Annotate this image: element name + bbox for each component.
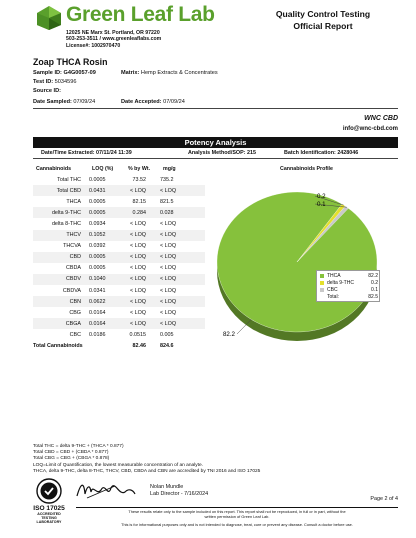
note-line: Total CBG = CBG + (CBGA * 0.878) bbox=[33, 456, 110, 462]
date-accepted-label: Date Accepted: bbox=[121, 99, 162, 105]
table-row bbox=[33, 230, 205, 241]
mg-value: < LOQ bbox=[160, 254, 177, 261]
loq-value: 0.0186 bbox=[89, 331, 106, 338]
table-row bbox=[33, 185, 205, 196]
footer-line: written permission of Green Leaf Lab. bbox=[204, 514, 270, 519]
divider bbox=[33, 108, 398, 109]
legend-label: THCA bbox=[327, 273, 341, 279]
mg-value: < LOQ bbox=[160, 265, 177, 272]
date-sampled-value: 07/09/24 bbox=[73, 99, 96, 105]
pct-value: < LOQ bbox=[129, 254, 146, 261]
col-header-cannabinoids: Cannabinoids bbox=[36, 166, 72, 172]
legend-value: 82.5 bbox=[368, 294, 378, 300]
mg-value: 0.005 bbox=[160, 331, 174, 338]
formula-notes bbox=[33, 444, 260, 475]
col-header-mg: mg/g bbox=[163, 166, 176, 172]
chart-title: Cannabinoids Profile bbox=[280, 166, 333, 172]
total-pct: 82.46 bbox=[132, 343, 146, 349]
loq-value: 0.0005 bbox=[89, 254, 106, 261]
address-line: 12025 NE Marx St. Portland, OR 97220 bbox=[66, 30, 160, 36]
legend-swatch bbox=[320, 288, 324, 292]
iso-line: TESTING bbox=[41, 516, 57, 521]
legend-item bbox=[320, 273, 378, 279]
section-title: Potency Analysis bbox=[33, 137, 398, 148]
mg-value: < LOQ bbox=[160, 232, 177, 238]
cannabinoids-pie-chart bbox=[205, 176, 405, 356]
footer-medical-disclaimer: This is for informational purposes only and is not intended to diagnose, treat, cure or prevent any disease. Consult a doctor before use. bbox=[121, 522, 353, 527]
total-row bbox=[33, 341, 205, 352]
table-row bbox=[33, 274, 205, 285]
legend-item bbox=[320, 280, 378, 286]
pct-value: < LOQ bbox=[129, 276, 146, 283]
loq-value: 0.0164 bbox=[89, 309, 106, 316]
divider bbox=[33, 158, 398, 159]
source-id-field bbox=[33, 88, 61, 94]
iso-standard: ISO 17025 bbox=[33, 505, 65, 512]
cannabinoid-name: THCA bbox=[66, 198, 81, 205]
pct-value: < LOQ bbox=[129, 243, 146, 250]
legend-total bbox=[320, 294, 378, 300]
table-row bbox=[33, 207, 205, 218]
loq-value: 0.0005 bbox=[89, 209, 106, 216]
license-line: License#: 1002970470 bbox=[66, 42, 121, 49]
signer-title: Lab Director - 7/16/2024 bbox=[150, 491, 209, 498]
method-value: 215 bbox=[247, 150, 257, 156]
iso-text bbox=[30, 505, 68, 525]
total-mg: 824.6 bbox=[160, 343, 174, 349]
client-email: info@wnc-cbd.com bbox=[342, 126, 398, 132]
cannabinoid-name: Total THC bbox=[57, 176, 81, 183]
sample-id-value: G4G0057-09 bbox=[63, 70, 96, 76]
legend-swatch bbox=[320, 274, 324, 278]
data-label: 0.1 bbox=[317, 201, 326, 208]
cannabinoid-name: CBDA bbox=[66, 265, 81, 272]
cannabinoid-name: CBD bbox=[69, 254, 81, 261]
note-line: Total THC = delta 9-THC + (THCA * 0.877) bbox=[33, 444, 124, 449]
cannabinoid-name: CBDV bbox=[66, 276, 81, 283]
method-field bbox=[188, 150, 256, 156]
pct-value: < LOQ bbox=[129, 320, 146, 327]
date-accepted-value: 07/09/24 bbox=[163, 99, 185, 105]
cannabinoid-name: CBDVA bbox=[62, 287, 81, 294]
cannabinoid-name: CBN bbox=[69, 298, 81, 305]
table-row bbox=[33, 318, 205, 329]
signer-block bbox=[150, 484, 208, 499]
col-header-pct: % by Wt. bbox=[128, 166, 151, 172]
mg-value: < LOQ bbox=[160, 220, 177, 227]
test-id-value: 5034596 bbox=[54, 79, 77, 85]
mg-value: < LOQ bbox=[160, 243, 177, 250]
cannabinoid-name: delta 9-THC bbox=[51, 209, 81, 216]
legend-label: Total: bbox=[327, 294, 339, 300]
cannabinoid-name: CBC bbox=[69, 331, 81, 338]
legend-value: 0.1 bbox=[371, 287, 378, 293]
batch-value: 2428046 bbox=[337, 150, 359, 156]
source-id-label: Source ID: bbox=[33, 88, 61, 94]
date-sampled-field bbox=[33, 99, 95, 105]
mg-value: < LOQ bbox=[160, 320, 177, 327]
matrix-label: Matrix: bbox=[121, 70, 140, 76]
loq-value: 0.0341 bbox=[89, 287, 106, 294]
cannabinoid-name: THCV bbox=[66, 232, 81, 238]
report-title-line1: Quality Control Testing bbox=[275, 9, 371, 19]
loq-value: 0.1052 bbox=[89, 232, 106, 238]
mg-value: < LOQ bbox=[160, 187, 177, 194]
note-line: Total CBD = CBD + (CBDA * 0.877) bbox=[33, 450, 109, 456]
table-row bbox=[33, 263, 205, 274]
table-row bbox=[33, 174, 205, 185]
extracted-label: Date/Time Extracted: bbox=[41, 150, 95, 156]
table-row bbox=[33, 329, 205, 340]
legend-swatch bbox=[320, 281, 324, 285]
lab-address bbox=[66, 30, 161, 49]
iso-accreditation-badge bbox=[30, 478, 68, 532]
sample-id-field bbox=[33, 70, 96, 76]
table-row bbox=[33, 241, 205, 252]
cannabinoid-name: CBG bbox=[69, 309, 81, 316]
cannabinoid-name: THCVA bbox=[63, 243, 81, 250]
col-header-loq: LOQ (%) bbox=[92, 166, 114, 172]
pct-value: 0.0515 bbox=[129, 331, 146, 338]
loq-value: 0.0164 bbox=[89, 320, 106, 327]
mg-value: 735.2 bbox=[160, 176, 174, 183]
pct-value: < LOQ bbox=[129, 298, 146, 305]
sample-id-label: Sample ID: bbox=[33, 70, 62, 76]
batch-label: Batch Identification: bbox=[284, 150, 336, 156]
table-row bbox=[33, 252, 205, 263]
pct-value: < LOQ bbox=[129, 187, 146, 194]
mg-value: < LOQ bbox=[160, 276, 177, 283]
table-row bbox=[33, 218, 205, 229]
iso-seal-icon bbox=[36, 478, 62, 504]
footer-disclaimer bbox=[76, 509, 398, 519]
mg-value: 821.5 bbox=[160, 198, 174, 205]
batch-field bbox=[284, 150, 358, 156]
method-label: Analysis Method/SOP: bbox=[188, 150, 246, 156]
client-name: WNC CBD bbox=[364, 115, 398, 122]
note-line: LOQ=Limit of Quantification, the lowest measurable concentration of an analyte. bbox=[33, 462, 203, 468]
table-row bbox=[33, 307, 205, 318]
data-label: 82.2 bbox=[222, 331, 235, 338]
mg-value: < LOQ bbox=[160, 309, 177, 316]
loq-value: 0.0431 bbox=[89, 187, 106, 194]
mg-value: < LOQ bbox=[160, 287, 177, 294]
iso-line: LABORATORY bbox=[36, 520, 62, 525]
loq-value: 0.0934 bbox=[89, 220, 106, 227]
extracted-field bbox=[41, 150, 132, 156]
matrix-field bbox=[121, 70, 218, 76]
table-row bbox=[33, 296, 205, 307]
mg-value: 0.028 bbox=[160, 209, 174, 216]
total-name: Total Cannabinoids bbox=[33, 343, 83, 349]
brand-name: Green Leaf Lab bbox=[66, 3, 215, 26]
data-label: 0.2 bbox=[317, 193, 326, 200]
loq-value: 0.1040 bbox=[89, 276, 106, 283]
pct-value: 82.15 bbox=[132, 198, 146, 205]
legend-label: CBC bbox=[327, 287, 338, 293]
signer-name: Nolan Mundle bbox=[150, 484, 184, 490]
table-row bbox=[33, 285, 205, 296]
test-id-field bbox=[33, 79, 76, 85]
matrix-value: Hemp Extracts & Concentrates bbox=[140, 70, 218, 76]
note-line: THCA, delta 9-THC, delta 8-THC, THCV, CBD, CBDA and CBN are accredited by TNI 2016 and ISO 17025 bbox=[33, 468, 261, 474]
pct-value: < LOQ bbox=[129, 232, 146, 238]
legend-label: delta 9-THC bbox=[327, 280, 354, 286]
loq-value: 0.0005 bbox=[89, 176, 106, 183]
extracted-value: 07/11/24 11:39 bbox=[96, 150, 132, 156]
pct-value: 0.284 bbox=[132, 209, 146, 216]
table-row bbox=[33, 196, 205, 207]
cannabinoid-name: delta 8-THC bbox=[51, 220, 81, 227]
report-header bbox=[0, 0, 416, 54]
pct-value: 73.52 bbox=[132, 176, 146, 183]
legend-value: 0.2 bbox=[371, 280, 378, 286]
contact-line: 503-253-3511 / www.greenleaflabs.com bbox=[66, 36, 162, 43]
mg-value: < LOQ bbox=[160, 298, 177, 305]
footer-line: These results relate only to the sample included on this report. This report shall not be reproduced, in full or in part, without the bbox=[128, 509, 346, 514]
date-sampled-label: Date Sampled: bbox=[33, 99, 72, 105]
page-number: Page 2 of 4 bbox=[370, 496, 398, 502]
legend-value: 82.2 bbox=[368, 273, 378, 279]
legend-item bbox=[320, 287, 378, 293]
pct-value: < LOQ bbox=[129, 265, 146, 272]
test-id-label: Test ID: bbox=[33, 79, 54, 85]
loq-value: 0.0622 bbox=[89, 298, 106, 305]
pct-value: < LOQ bbox=[129, 309, 146, 316]
cannabinoid-name: Total CBD bbox=[56, 187, 81, 194]
loq-value: 0.0005 bbox=[89, 198, 106, 205]
chart-legend bbox=[316, 270, 380, 302]
loq-value: 0.0392 bbox=[89, 243, 106, 250]
product-name: Zoap THCA Rosin bbox=[33, 57, 108, 67]
cannabinoid-name: CBGA bbox=[65, 320, 81, 327]
pct-value: < LOQ bbox=[129, 220, 146, 227]
report-title bbox=[248, 8, 398, 32]
signature-icon bbox=[75, 478, 137, 502]
iso-line: ACCREDITED bbox=[37, 512, 61, 516]
leaf-logo-icon bbox=[36, 5, 62, 31]
date-accepted-field bbox=[121, 99, 185, 105]
footer-divider bbox=[76, 507, 398, 508]
report-title-line2: Official Report bbox=[293, 21, 353, 31]
pct-value: < LOQ bbox=[129, 287, 146, 294]
loq-value: 0.0005 bbox=[89, 265, 106, 272]
